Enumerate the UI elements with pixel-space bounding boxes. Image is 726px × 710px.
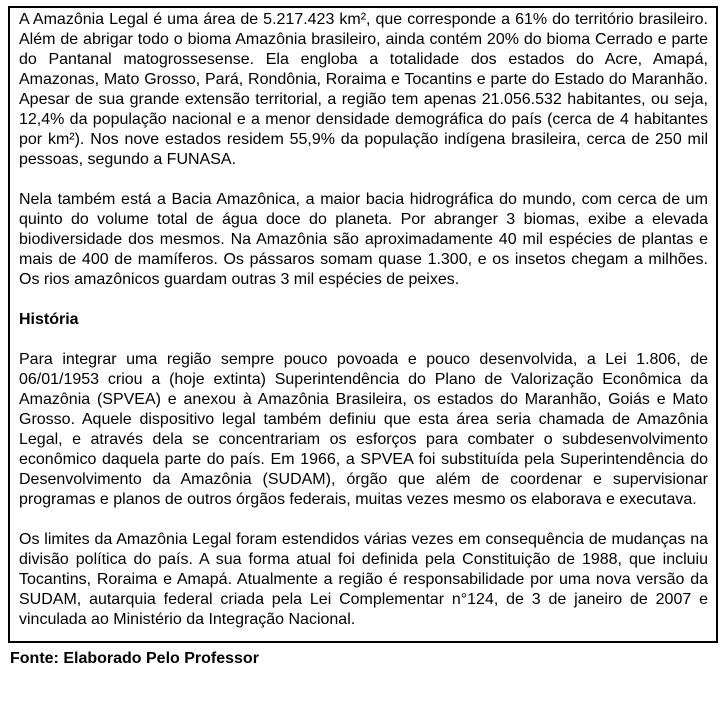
- paragraph-bacia-amazonica: Nela também está a Bacia Amazônica, a maior bacia hidrográfica do mundo, com cerca de um quinto do volume total de água doce do planeta. Por abranger 3 biomas, exibe a elevada biodiversidade dos mesmos. Na Amazônia são aproximadamente 40 mil espécies de plantas e mais de 400 de mamíferos. Os pássaros somam quase 1.300, e os insetos chegam a milhões. Os rios amazônicos guardam outras 3 mil espécies de peixes.: [19, 191, 708, 288]
- bordered-text-box: [8, 6, 718, 643]
- paragraph-amazonia-overview: A Amazônia Legal é uma área de 5.217.423 km², que corresponde a 61% do território brasileiro. Além de abrigar todo o bioma Amazônia brasileiro, ainda contém 20% do bioma Cerrado e parte do Pantanal matogrossesense. Ela engloba a totalidade dos estados do Acre, Amapá, Amazonas, Mato Grosso, Pará, Rondônia, Roraima e Tocantins e parte do Estado do Maranhão. Apesar de sua grande extensão territorial, a região tem apenas 21.056.532 habitantes, ou seja, 12,4% da população nacional e a menor densidade demográfica do país (cerca de 4 habitantes por km²). Nos nove estados residem 55,9% da população indígena brasileira, cerca de 250 mil pessoas, segundo a FUNASA.: [19, 11, 708, 168]
- paragraph-historia-spvea-sudam: Para integrar uma região sempre pouco povoada e pouco desenvolvida, a Lei 1.806, de 06/01/1953 criou a (hoje extinta) Superintendência do Plano de Valorização Econômica da Amazônia (SPVEA) e anexou à Amazônia Brasileira, os estados do Maranhão, Goiás e Mato Grosso. Aquele dispositivo legal também definiu que esta área seria chamada de Amazônia Legal, e através dela se concentrariam os esforços para combater o subdesenvolvimento econômico daquela parte do país. Em 1966, a SPVEA foi substituída pela Superintendência do Desenvolvimento da Amazônia (SUDAM), órgão que além de coordenar e supervisionar programas e planos de outros órgãos federais, muitas vezes mesmo os elaborava e executava.: [19, 351, 708, 508]
- document-page: [0, 6, 726, 710]
- paragraph-limites-constituicao: Os limites da Amazônia Legal foram estendidos várias vezes em consequência de mudanças na divisão política do país. A sua forma atual foi definida pela Constituição de 1988, que incluiu Tocantins, Roraima e Amapá. Atualmente a região é responsabilidade por uma nova versão da SUDAM, autarquia federal criada pela Lei Complementar n°124, de 3 de janeiro de 2007 e vinculada ao Ministério da Integração Nacional.: [19, 531, 708, 628]
- heading-historia: História: [19, 311, 79, 328]
- source-caption: Fonte: Elaborado Pelo Professor: [10, 650, 259, 667]
